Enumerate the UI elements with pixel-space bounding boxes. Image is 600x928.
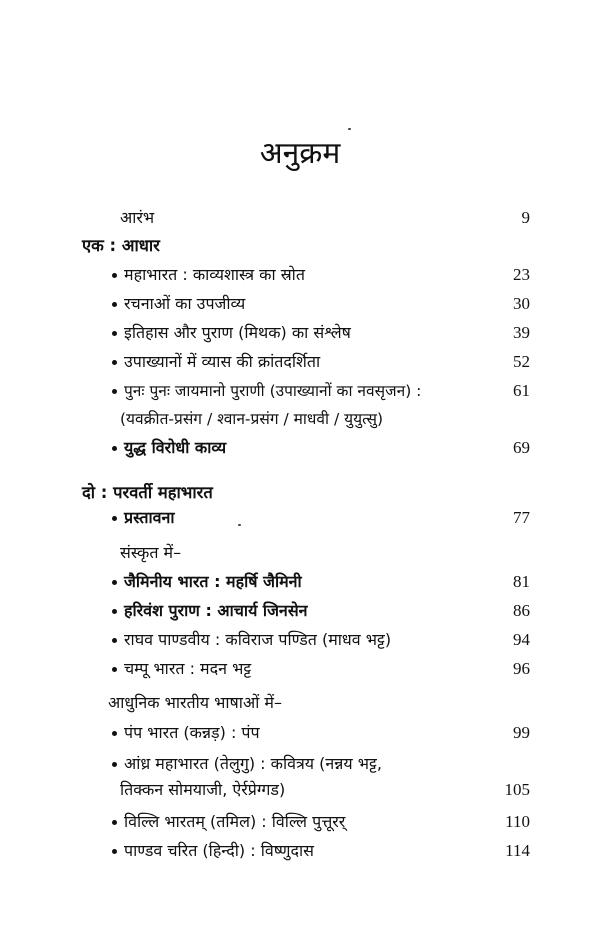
toc-entry-text: जैमिनीय भारत : महर्षि जैमिनी bbox=[124, 572, 302, 591]
toc-entry bbox=[0, 290, 600, 318]
toc-entry-text: आंध्र महाभारत (तेलुगु) : कवित्रय (नन्नय भट्ट, bbox=[124, 754, 382, 773]
toc-entry-text: पंप भारत (कन्नड़) : पंप bbox=[124, 723, 260, 742]
page-number: 94 bbox=[513, 630, 530, 649]
bullet-icon bbox=[112, 446, 117, 451]
bullet-icon bbox=[112, 516, 117, 521]
bullet-icon bbox=[112, 273, 117, 278]
section-title: दो : परवर्ती महाभारत bbox=[82, 483, 213, 502]
toc-entry bbox=[0, 261, 600, 289]
toc-entry-continuation bbox=[0, 405, 600, 433]
bullet-icon bbox=[112, 849, 117, 854]
toc-entry-text: पुनः पुनः जायमानो पुराणी (उपाख्यानों का नवसृजन) : bbox=[124, 382, 422, 400]
toc-entry bbox=[0, 597, 600, 625]
bullet-icon bbox=[112, 762, 117, 767]
section-title: एक : आधार bbox=[82, 236, 160, 255]
toc-entry-text: उपाख्यानों में व्यास की क्रांतदर्शिता bbox=[124, 352, 321, 371]
toc-entry bbox=[0, 434, 600, 462]
page-number: 69 bbox=[513, 438, 530, 457]
toc-entry-text: विल्लि भारतम् (तमिल) : विल्लि पुत्तूरर् bbox=[124, 812, 346, 831]
bullet-icon bbox=[112, 731, 117, 736]
toc-entry-text: महाभारत : काव्यशास्त्र का स्रोत bbox=[124, 265, 305, 284]
toc-entry bbox=[0, 837, 600, 865]
toc-entry-text: प्रस्तावना bbox=[124, 508, 175, 527]
toc-entry bbox=[0, 319, 600, 347]
toc-entry-arambh bbox=[0, 204, 600, 232]
toc-entry-text: (यवक्रीत-प्रसंग / श्वान-प्रसंग / माधवी / युयुत्सु) bbox=[120, 410, 384, 428]
print-speck bbox=[348, 128, 351, 130]
section-heading-1 bbox=[0, 232, 600, 260]
page-number: 23 bbox=[513, 265, 530, 284]
page-number: 86 bbox=[513, 601, 530, 620]
bullet-icon bbox=[112, 638, 117, 643]
page-number: 77 bbox=[513, 508, 530, 527]
toc-entry bbox=[0, 504, 600, 532]
subsection-heading bbox=[0, 689, 600, 717]
toc-entry-text: चम्पू भारत : मदन भट्ट bbox=[124, 659, 252, 678]
toc-entry-text: युद्ध विरोधी काव्य bbox=[124, 438, 227, 457]
toc-entry-text: हरिवंश पुराण : आचार्य जिनसेन bbox=[124, 601, 308, 620]
page-number: 81 bbox=[513, 572, 530, 591]
page-number: 99 bbox=[513, 723, 530, 742]
page-number: 105 bbox=[504, 780, 530, 799]
toc-entry bbox=[0, 377, 600, 405]
toc-entry bbox=[0, 568, 600, 596]
bullet-icon bbox=[112, 667, 117, 672]
toc-entry-text: तिक्कन सोमयाजी, ऐर्रप्रेग्गड) bbox=[120, 780, 286, 799]
toc-entry-text: पाण्डव चरित (हिन्दी) : विष्णुदास bbox=[124, 841, 314, 860]
bullet-icon bbox=[112, 609, 117, 614]
bullet-icon bbox=[112, 360, 117, 365]
toc-entry-text: रचनाओं का उपजीव्य bbox=[124, 294, 246, 313]
toc-entry bbox=[0, 655, 600, 683]
bullet-icon bbox=[112, 820, 117, 825]
page-number: 9 bbox=[521, 208, 530, 227]
subsection-title: संस्कृत में– bbox=[120, 543, 182, 562]
page-number: 96 bbox=[513, 659, 530, 678]
section-heading-2 bbox=[0, 479, 600, 507]
bullet-icon bbox=[112, 302, 117, 307]
bullet-icon bbox=[112, 580, 117, 585]
toc-entry bbox=[0, 348, 600, 376]
bullet-icon bbox=[112, 389, 117, 394]
toc-entry-text: इतिहास और पुराण (मिथक) का संश्लेष bbox=[124, 323, 351, 342]
page-number: 30 bbox=[513, 294, 530, 313]
toc-entry bbox=[0, 750, 600, 778]
toc-entry-text: आरंभ bbox=[120, 208, 155, 227]
page-number: 110 bbox=[505, 812, 530, 831]
page-number: 114 bbox=[505, 841, 530, 860]
toc-entry-text: राघव पाण्डवीय : कविराज पण्डित (माधव भट्ट) bbox=[124, 630, 392, 649]
bullet-icon bbox=[112, 331, 117, 336]
subsection-heading bbox=[0, 539, 600, 567]
subsection-title: आधुनिक भारतीय भाषाओं में– bbox=[108, 693, 282, 712]
toc-entry-continuation bbox=[0, 776, 600, 804]
toc-entry bbox=[0, 626, 600, 654]
toc-entry bbox=[0, 808, 600, 836]
toc-entry bbox=[0, 719, 600, 747]
page-title: अनुक्रम bbox=[259, 136, 341, 171]
page-number: 52 bbox=[513, 352, 530, 371]
page-number: 39 bbox=[513, 323, 530, 342]
page-number: 61 bbox=[513, 381, 530, 400]
